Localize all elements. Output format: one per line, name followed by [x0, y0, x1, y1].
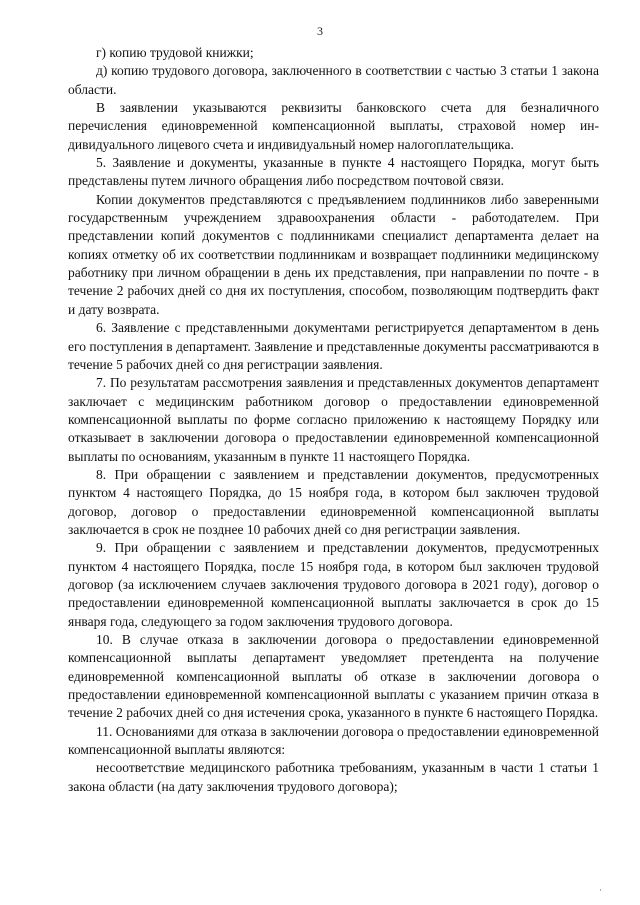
page-number: 3	[317, 24, 323, 38]
paragraph-8: 8. При обращении с заявлением и представлении документов, предусмотренных пунктом 4 настоящего Порядка, до 15 ноября года, в котором был заключен трудовой договор, договор о предоставлении единовременной компенсационной выплаты заключается в срок не позднее 10 рабочих дней со дня регистрации заявления.	[68, 466, 599, 537]
paragraph-11: 11. Основаниями для отказа в заключении договора о предоставлении единовременной компенсационной выплаты являются:	[68, 723, 599, 758]
paragraph-9: 9. При обращении с заявлением и представлении документов, предусмотренных пунктом 4 настоящего Порядка, после 15 ноября года, в котором был заключен трудовой договор (за исключением случаев заключения трудового договора в 2021 году), договор о предоставлении единовременной компенсационной выплаты заключается в срок до 15 января года, следующего за годом заключения трудового договора.	[68, 540, 599, 629]
paragraph-copies: Копии документов представляются с предъявлением подлинников либо заверенными государственным учреждением здравоохранения области - работодателем. При представлении копий документов с подлинниками специалист департамента делает на копиях отметку об их соответствии подлинникам и возвращает подлинники медицинскому работнику при личном обращении в день их представления, при направлении по почте - в течение 2 рабочих дней со дня их поступления, способом, позволяющим подтвердить факт и дату возврата.	[68, 191, 599, 317]
paragraph-7: 7. По результатам рассмотрения заявления и представленных документов департамент заключает с медицинским работником договор о предоставлении единовременной компенсационной выплаты по форме согласно приложению к настоящему Порядку или отказывает в заключении договора о предоставлении единовременной компенсационной выплаты по основаниям, указанным в пункте 11 настоящего Порядка.	[68, 375, 599, 464]
paragraph-item-d: д) копию трудового договора, заключенного в соответствии с частью 3 статьи 1 закона области.	[68, 63, 599, 97]
document-body	[68, 44, 599, 796]
paragraph-item-g: г) копию трудовой книжки;	[96, 45, 254, 60]
paragraph-6: 6. Заявление с представленными документами регистрируется департаментом в день его поступления в департамент. Заявление и представленные документы рассматриваются в течение 5 рабочих дней со дня регистрации заявления.	[68, 320, 599, 372]
paragraph-5: 5. Заявление и документы, указанные в пункте 4 настоящего Порядка, могут быть представлены путем личного обращения либо посредством почтовой связи.	[68, 155, 599, 189]
paragraph-bank-details: В заявлении указываются реквизиты банковского счета для безналичного перечисления единовременной компенсационной выплаты, страховой номер индивидуального лицевого счета и индивидуальный номер налогоплательщика.	[68, 100, 599, 152]
paragraph-10: 10. В случае отказа в заключении договора о предоставлении единовременной компенсационной выплаты департамент уведомляет претендента на получение единовременной компенсационной выплаты об отказе в заключении договора о предоставлении единовременной компенсационной выплаты с указанием причин отказа в течение 2 рабочих дней со дня истечения срока, указанного в пункте 6 настоящего Порядка.	[68, 632, 599, 721]
paragraph-11-item-1: несоответствие медицинского работника требованиям, указанным в части 1 статьи 1 закона области (на дату заключения трудового договора);	[68, 760, 599, 794]
scan-mark: ·	[599, 885, 602, 895]
